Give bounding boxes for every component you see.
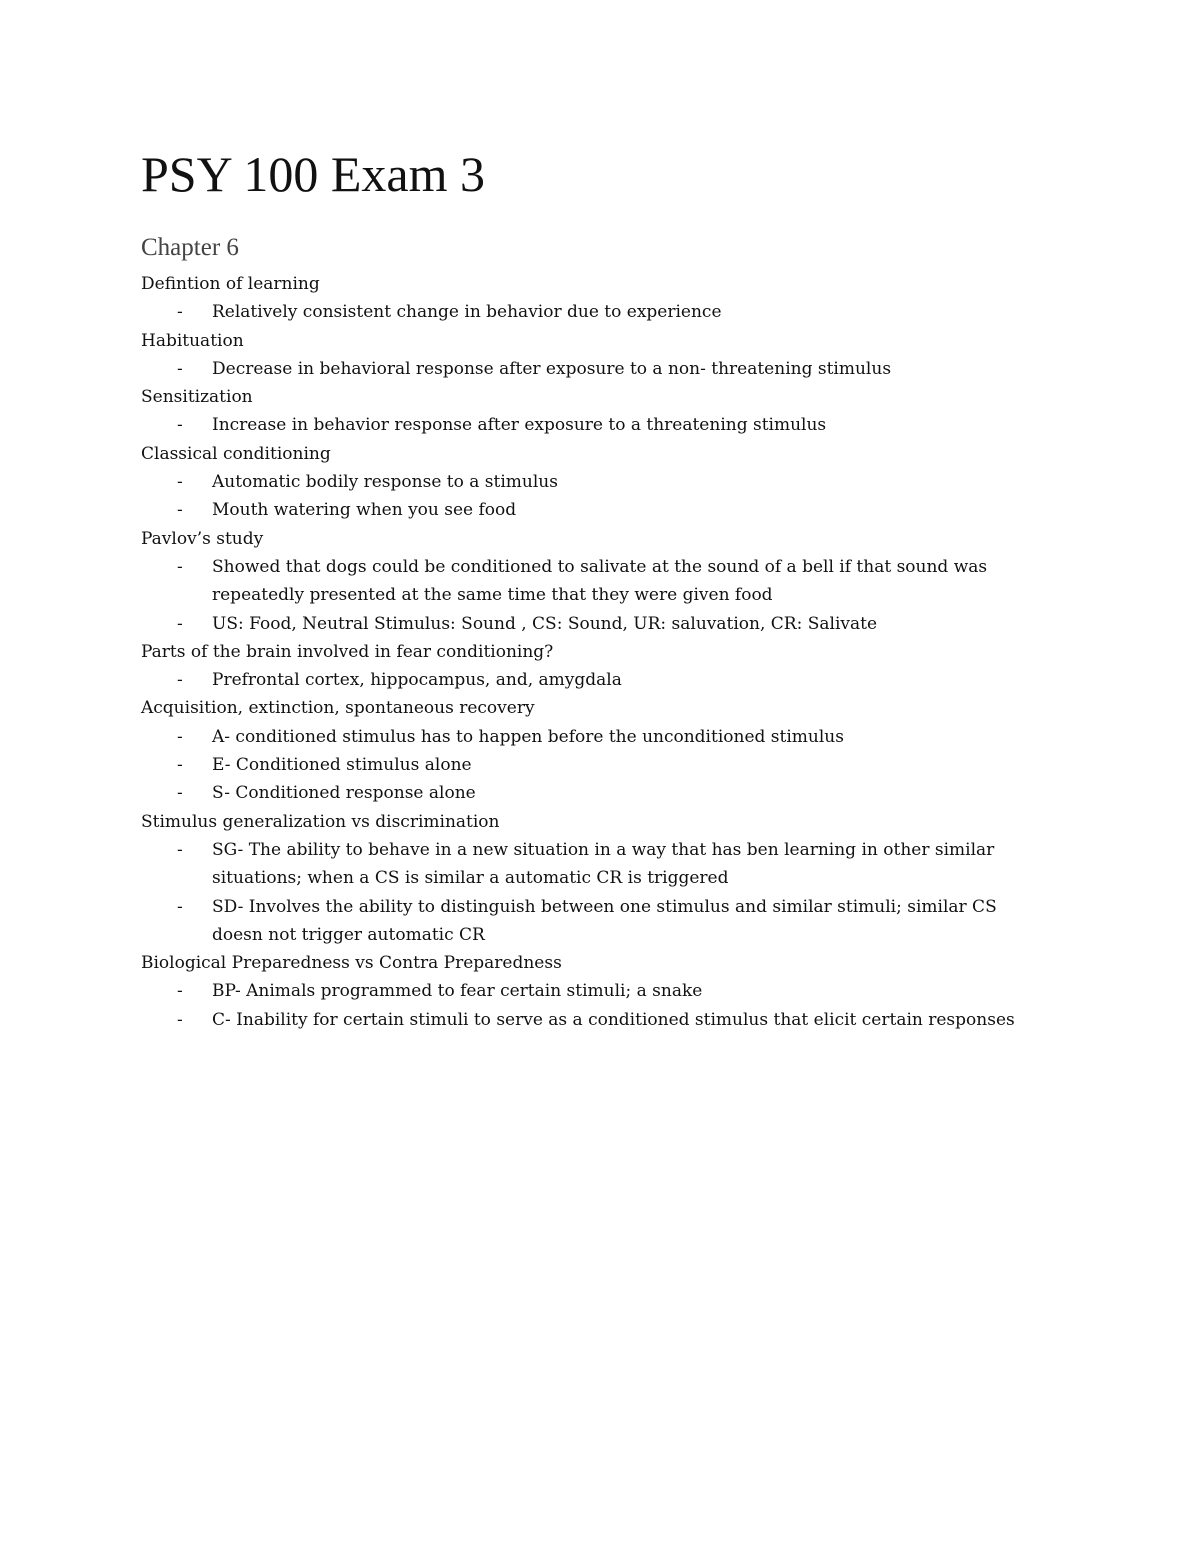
bullet-list [141, 298, 1041, 326]
list-item [141, 553, 1041, 610]
dash-bullet-icon: - [177, 839, 183, 860]
bullet-text: A- conditioned stimulus has to happen before the unconditioned stimulus [212, 726, 844, 747]
topic-heading: Pavlov’s study [141, 528, 264, 549]
dash-bullet-icon: - [177, 302, 183, 323]
bullet-text: BP- Animals programmed to fear certain stimuli; a snake [212, 981, 703, 1002]
topic-heading: Parts of the brain involved in fear conditioning? [141, 641, 554, 662]
topic-heading: Biological Preparedness vs Contra Preparedness [141, 953, 562, 974]
list-item [141, 411, 1041, 439]
dash-bullet-icon: - [177, 896, 183, 917]
document-title: PSY 100 Exam 3 [141, 146, 485, 202]
list-item [141, 355, 1041, 383]
list-item [141, 298, 1041, 326]
dash-bullet-icon: - [177, 726, 183, 747]
list-item [141, 977, 1041, 1005]
dash-bullet-icon: - [177, 500, 183, 521]
dash-bullet-icon: - [177, 556, 183, 577]
list-item [141, 666, 1041, 694]
list-item [141, 1006, 1041, 1034]
dash-bullet-icon: - [177, 1009, 183, 1030]
notes-body [141, 270, 1041, 1034]
list-item [141, 836, 1041, 893]
bullet-text: Automatic bodily response to a stimulus [212, 472, 558, 493]
bullet-list [141, 977, 1041, 1034]
bullet-text: E- Conditioned stimulus alone [212, 755, 472, 776]
bullet-list [141, 355, 1041, 383]
topic-heading: Sensitization [141, 387, 253, 408]
bullet-list [141, 553, 1041, 638]
bullet-text: US: Food, Neutral Stimulus: Sound , CS: Sound, UR: saluvation, CR: Salivate [212, 613, 878, 634]
dash-bullet-icon: - [177, 755, 183, 776]
bullet-text: Relatively consistent change in behavior due to experience [212, 302, 722, 323]
topic-heading: Defintion of learning [141, 274, 320, 294]
bullet-text: S- Conditioned response alone [212, 783, 476, 804]
list-item [141, 723, 1041, 751]
dash-bullet-icon: - [177, 358, 183, 379]
dash-bullet-icon: - [177, 981, 183, 1002]
bullet-list [141, 468, 1041, 525]
list-item [141, 468, 1041, 496]
dash-bullet-icon: - [177, 783, 183, 804]
topic-heading: Stimulus generalization vs discrimination [141, 811, 500, 832]
bullet-text: Showed that dogs could be conditioned to salivate at the sound of a bell if that sound was repeatedly presented at the same time that they were given food [212, 556, 988, 606]
dash-bullet-icon: - [177, 415, 183, 436]
list-item [141, 779, 1041, 807]
dash-bullet-icon: - [177, 670, 183, 691]
bullet-list [141, 723, 1041, 808]
topic-heading: Classical conditioning [141, 443, 331, 464]
list-item [141, 496, 1041, 524]
dash-bullet-icon: - [177, 613, 183, 634]
bullet-list [141, 411, 1041, 439]
list-item [141, 610, 1041, 638]
bullet-text: Mouth watering when you see food [212, 500, 517, 521]
bullet-text: C- Inability for certain stimuli to serve as a conditioned stimulus that elicit certain responses [212, 1009, 1015, 1030]
list-item [141, 893, 1041, 950]
bullet-list [141, 666, 1041, 694]
bullet-text: SD- Involves the ability to distinguish between one stimulus and similar stimuli; similar CS doesn not trigger automatic CR [212, 896, 997, 945]
list-item [141, 751, 1041, 779]
chapter-heading: Chapter 6 [141, 234, 239, 261]
dash-bullet-icon: - [177, 472, 183, 493]
bullet-text: Decrease in behavioral response after exposure to a non- threatening stimulus [212, 358, 892, 379]
bullet-list [141, 836, 1041, 949]
bullet-text: Prefrontal cortex, hippocampus, and, amygdala [212, 670, 622, 691]
bullet-text: SG- The ability to behave in a new situation in a way that has ben learning in other similar situations; when a CS is similar a automatic CR is triggered [212, 839, 995, 889]
topic-heading: Acquisition, extinction, spontaneous recovery [141, 698, 535, 719]
bullet-text: Increase in behavior response after exposure to a threatening stimulus [212, 415, 827, 436]
topic-heading: Habituation [141, 330, 244, 351]
